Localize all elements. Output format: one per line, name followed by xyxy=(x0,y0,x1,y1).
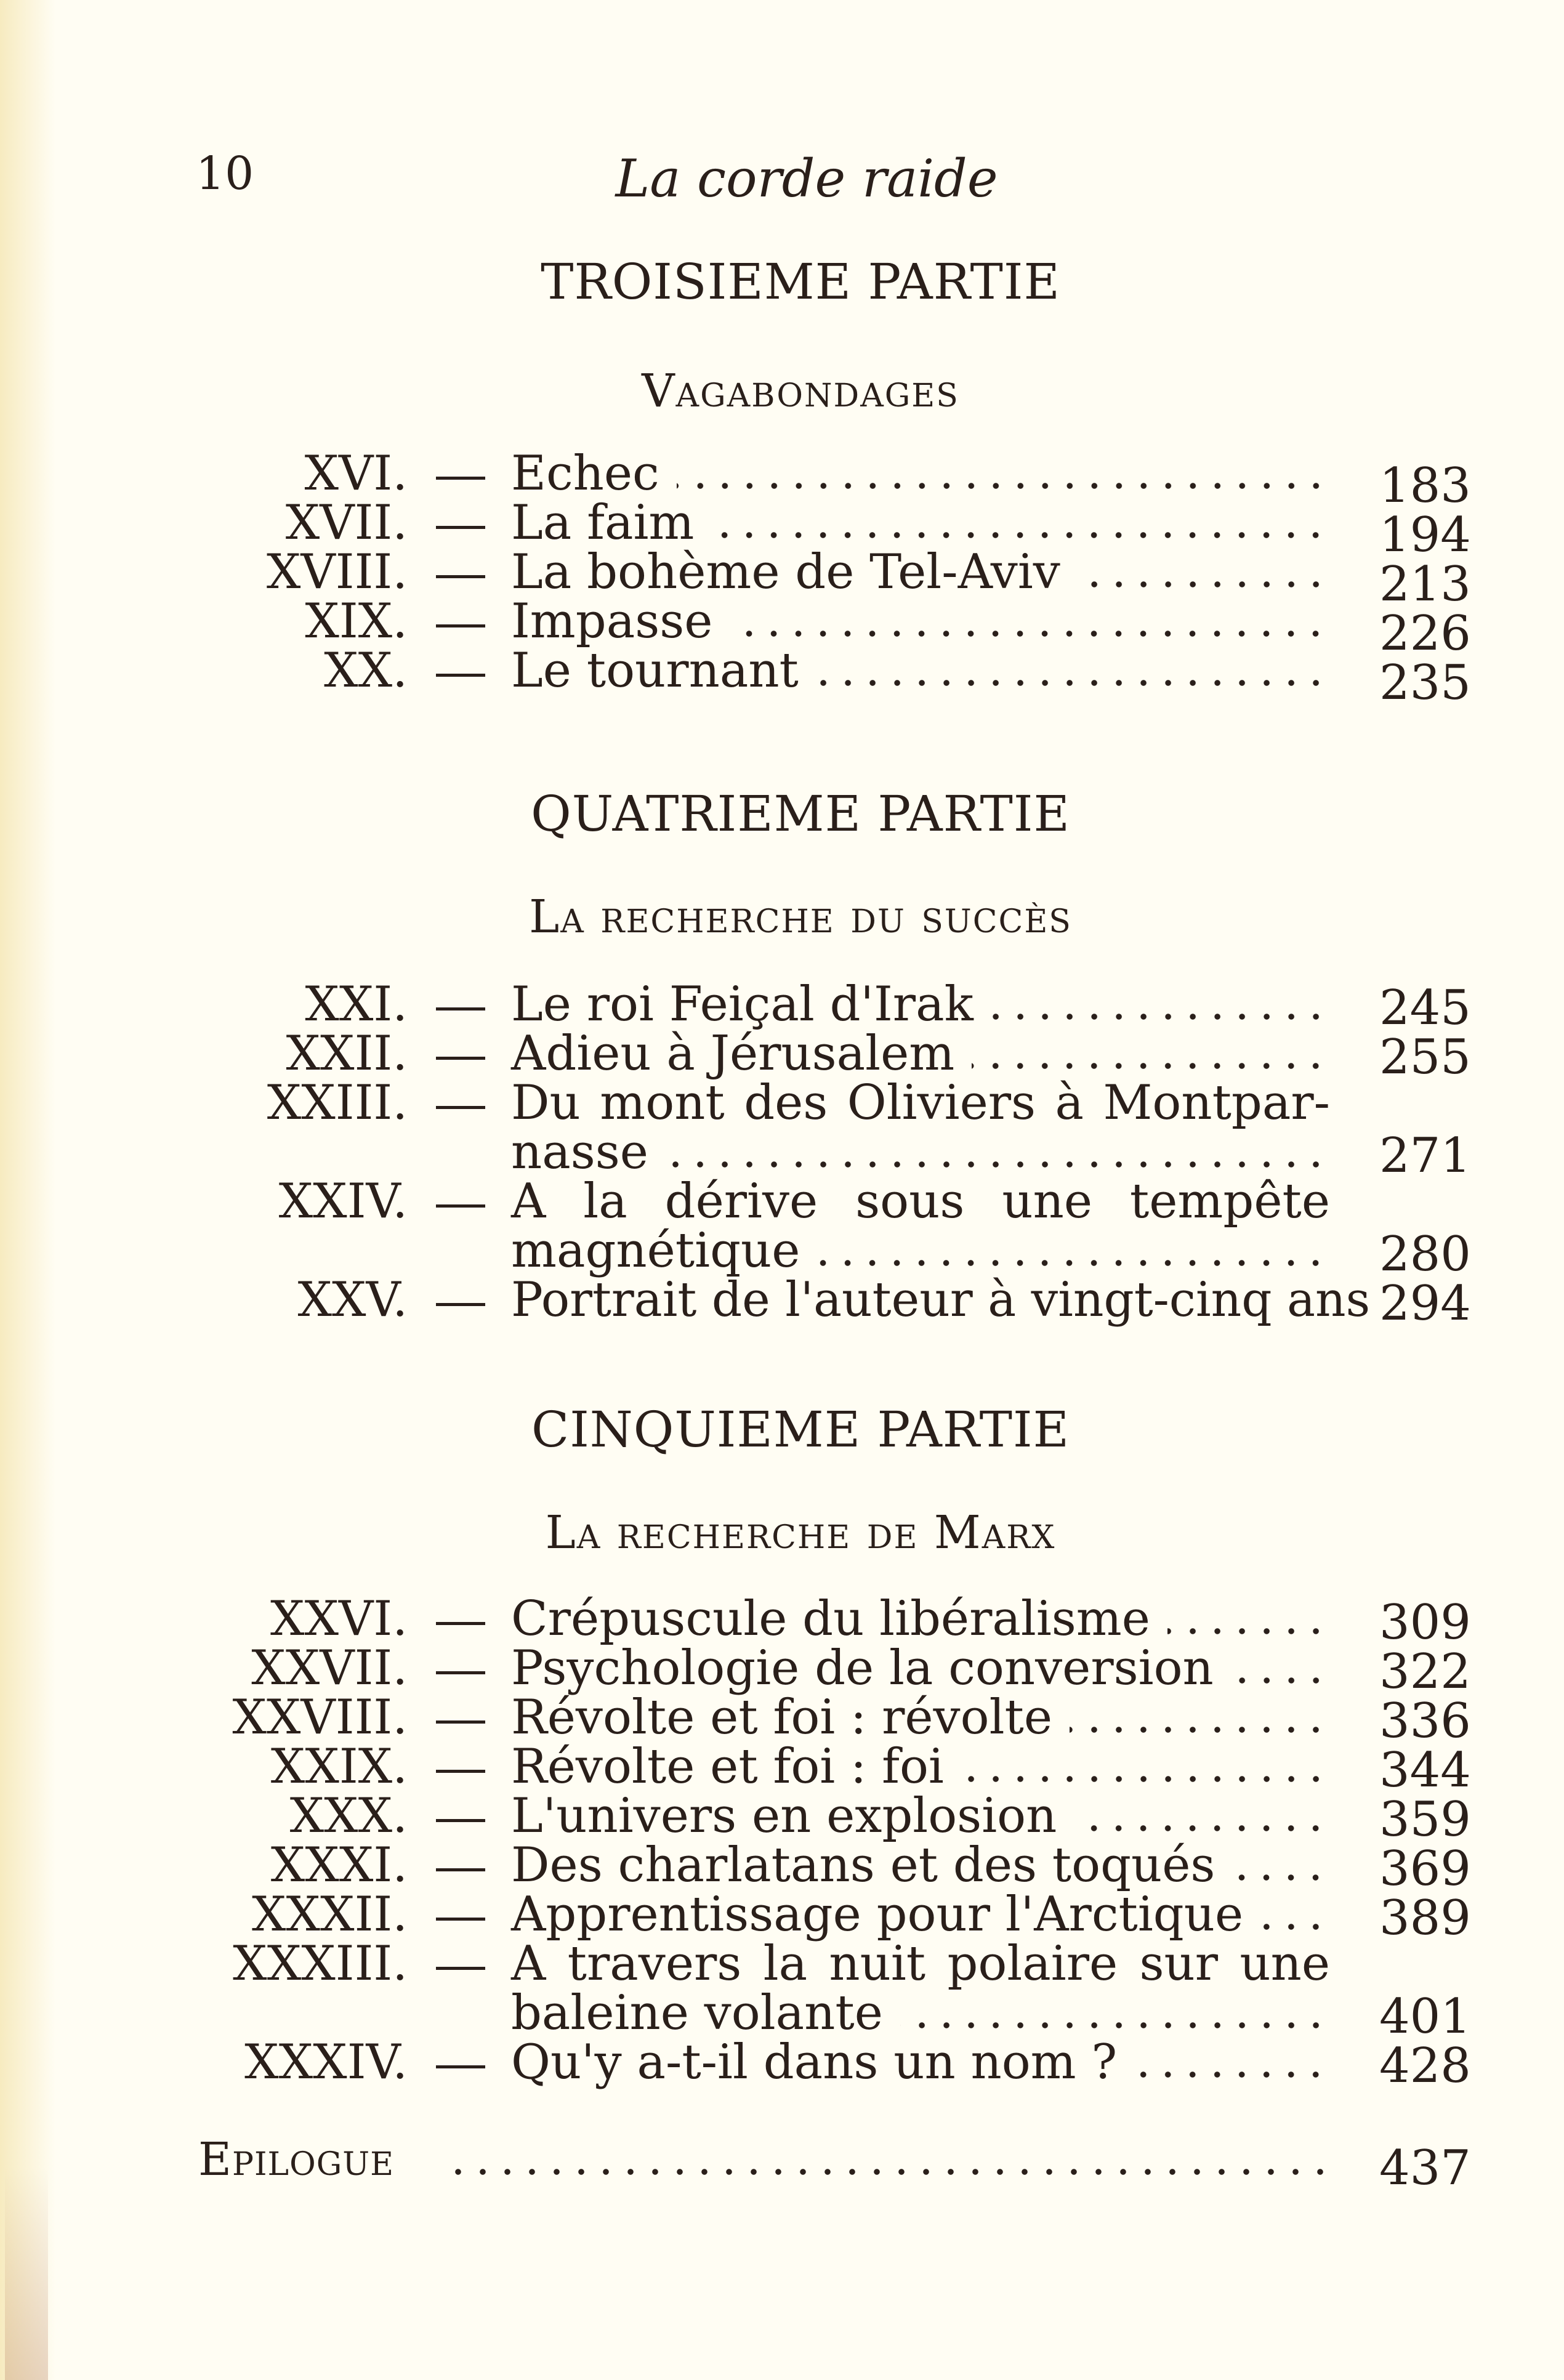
chapter-title[interactable]: Apprentissage pour l'Arctique xyxy=(511,1887,1244,1942)
page-ref: 294 xyxy=(1379,1276,1471,1331)
dot-leader xyxy=(961,1741,1328,1792)
chapter-numeral: XXV. xyxy=(297,1272,408,1328)
chapter-title[interactable]: Echec xyxy=(511,446,659,501)
dot-leader xyxy=(730,596,1328,647)
dot-leader xyxy=(1078,547,1328,597)
dot-leader xyxy=(817,1225,1328,1276)
chapter-title[interactable]: Crépuscule du libéralisme xyxy=(511,1591,1150,1647)
dot-leader xyxy=(900,1988,1328,2038)
page-ref: 280 xyxy=(1379,1227,1471,1282)
chapter-title[interactable]: A la dérive sous une tempête xyxy=(511,1174,1330,1229)
page-ref: 437 xyxy=(1379,2140,1471,2196)
toc-entry-continuation[interactable] xyxy=(0,1985,1564,2044)
chapter-numeral: XXIV. xyxy=(278,1174,408,1229)
page-ref: 271 xyxy=(1379,1128,1471,1184)
chapter-title[interactable]: Portrait de l'auteur à vingt-cinq ans xyxy=(511,1272,1371,1328)
chapter-title[interactable]: L'univers en explosion xyxy=(511,1788,1057,1844)
chapter-numeral: XXI. xyxy=(305,977,408,1032)
toc-entry[interactable] xyxy=(0,1075,1564,1131)
chapter-title[interactable]: Du mont des Oliviers à Montpar- xyxy=(511,1075,1330,1131)
page-ref: 245 xyxy=(1379,980,1471,1036)
dot-leader xyxy=(1167,1594,1328,1644)
chapter-numeral: XXVII. xyxy=(251,1640,408,1696)
toc-entry[interactable] xyxy=(0,544,1564,612)
toc-entry[interactable] xyxy=(0,977,1564,1036)
chapter-numeral: XXXIV. xyxy=(244,2035,408,2090)
toc-entry[interactable] xyxy=(0,1739,1564,1798)
dot-leader xyxy=(1232,1840,1328,1890)
running-title xyxy=(0,147,1564,209)
dot-leader xyxy=(972,1028,1328,1079)
page-ref: 359 xyxy=(1379,1792,1471,1847)
running-title-text: La corde raide xyxy=(615,148,998,209)
chapter-numeral: XXIX. xyxy=(270,1739,408,1794)
dot-leader xyxy=(677,448,1328,499)
part-subtitle-text: La recherche de Marx xyxy=(545,1506,1056,1559)
page-ref: 309 xyxy=(1379,1595,1471,1650)
page-ref: 389 xyxy=(1379,1890,1471,1946)
dot-leader xyxy=(816,645,1328,696)
dot-leader xyxy=(711,498,1328,548)
part-title-text: QUATRIEME PARTIE xyxy=(531,785,1070,842)
chapter-title[interactable]: La faim xyxy=(511,495,695,551)
part-subtitle-text: Vagabondages xyxy=(642,365,959,418)
page-ref: 194 xyxy=(1379,507,1471,563)
page-ref: 336 xyxy=(1379,1693,1471,1749)
dot-leader xyxy=(449,2134,1332,2185)
chapter-title[interactable]: La bohème de Tel-Aviv xyxy=(511,544,1060,600)
part-subtitle xyxy=(0,1506,1564,1559)
part-title xyxy=(0,785,1564,842)
epilogue-label xyxy=(198,2134,394,2189)
dot-leader xyxy=(1074,1791,1328,1841)
toc-entry[interactable] xyxy=(0,1640,1564,1700)
part-subtitle-text: La recherche du succès xyxy=(529,890,1072,943)
chapter-title[interactable]: Le tournant xyxy=(511,643,799,698)
toc-entry[interactable] xyxy=(0,1026,1564,1085)
page-ref: 235 xyxy=(1379,655,1471,711)
toc-entry[interactable] xyxy=(0,1690,1564,1749)
part-subtitle xyxy=(0,890,1564,943)
toc-entry[interactable] xyxy=(0,1938,1564,1989)
page-ref: 226 xyxy=(1379,606,1471,661)
toc-entry[interactable] xyxy=(0,2035,1564,2094)
chapter-numeral: XXXI. xyxy=(270,1837,408,1893)
chapter-numeral: XVII. xyxy=(285,495,408,551)
chapter-title[interactable]: Des charlatans et des toqués xyxy=(511,1837,1215,1893)
part-subtitle xyxy=(0,365,1564,418)
chapter-title[interactable]: Psychologie de la conversion xyxy=(511,1640,1214,1696)
dot-leader xyxy=(1231,1643,1328,1693)
page-edge-stain xyxy=(5,2168,48,2380)
chapter-title[interactable]: Adieu à Jérusalem xyxy=(511,1026,955,1081)
toc-entry[interactable] xyxy=(0,594,1564,661)
dot-leader xyxy=(666,1127,1328,1177)
chapter-numeral: XXVIII. xyxy=(232,1690,408,1745)
chapter-numeral: XIX. xyxy=(305,594,408,649)
page-ref: 213 xyxy=(1379,557,1471,612)
page-number: 10 xyxy=(196,147,254,200)
page-ref: 401 xyxy=(1379,1989,1471,2044)
chapter-numeral: XXVI. xyxy=(270,1591,408,1647)
chapter-numeral: XVI. xyxy=(304,446,408,501)
page-ref: 322 xyxy=(1379,1644,1471,1700)
toc-entry[interactable] xyxy=(0,446,1564,514)
toc-entry-epilogue[interactable] xyxy=(0,2133,1564,2196)
page-ref: 369 xyxy=(1379,1841,1471,1897)
chapter-numeral: XX. xyxy=(324,643,408,698)
dot-leader xyxy=(1134,2037,1328,2088)
page-ref: 183 xyxy=(1379,458,1471,514)
page-ref: 428 xyxy=(1379,2038,1471,2094)
chapter-numeral: XXIII. xyxy=(267,1075,408,1131)
toc-entry[interactable] xyxy=(0,1272,1564,1331)
dot-leader xyxy=(991,979,1328,1030)
toc-entry[interactable] xyxy=(0,643,1564,711)
chapter-title[interactable]: A travers la nuit polaire sur une xyxy=(511,1936,1330,1991)
toc-entry[interactable] xyxy=(0,1788,1564,1847)
toc-entry-continuation[interactable] xyxy=(0,1223,1564,1282)
page-ref: 255 xyxy=(1379,1030,1471,1085)
toc-entry[interactable] xyxy=(0,495,1564,563)
chapter-title[interactable]: Le roi Feiçal d'Irak xyxy=(511,977,973,1032)
chapter-title[interactable]: Impasse xyxy=(511,594,713,649)
toc-entry[interactable] xyxy=(0,1837,1564,1897)
chapter-numeral: XXXII. xyxy=(251,1887,408,1942)
chapter-numeral: XXXIII. xyxy=(233,1936,408,1991)
part-title xyxy=(0,253,1564,310)
toc-entry[interactable] xyxy=(0,1591,1564,1650)
toc-entry[interactable] xyxy=(0,1176,1564,1227)
chapter-numeral: XXII. xyxy=(286,1026,408,1081)
chapter-title[interactable]: magnétique xyxy=(511,1223,800,1278)
epilogue-label-text: Epilogue xyxy=(198,2133,395,2186)
chapter-title[interactable]: baleine volante xyxy=(511,1985,883,2041)
part-title-text: CINQUIEME PARTIE xyxy=(531,1401,1070,1458)
dot-leader xyxy=(1260,1889,1328,1940)
page-ref: 344 xyxy=(1379,1743,1471,1798)
dot-leader xyxy=(1070,1692,1328,1743)
part-title xyxy=(0,1401,1564,1458)
toc-entry[interactable] xyxy=(0,1887,1564,1946)
chapter-title[interactable]: Révolte et foi : révolte xyxy=(511,1690,1053,1745)
chapter-numeral: XXX. xyxy=(289,1788,408,1844)
part-title-text: TROISIEME PARTIE xyxy=(541,253,1060,310)
toc-entry-continuation[interactable] xyxy=(0,1124,1564,1184)
chapter-title[interactable]: Révolte et foi : foi xyxy=(511,1739,944,1794)
chapter-title[interactable]: Qu'y a-t-il dans un nom ? xyxy=(511,2035,1118,2090)
chapter-title[interactable]: nasse xyxy=(511,1124,648,1180)
chapter-numeral: XVIII. xyxy=(266,544,408,600)
